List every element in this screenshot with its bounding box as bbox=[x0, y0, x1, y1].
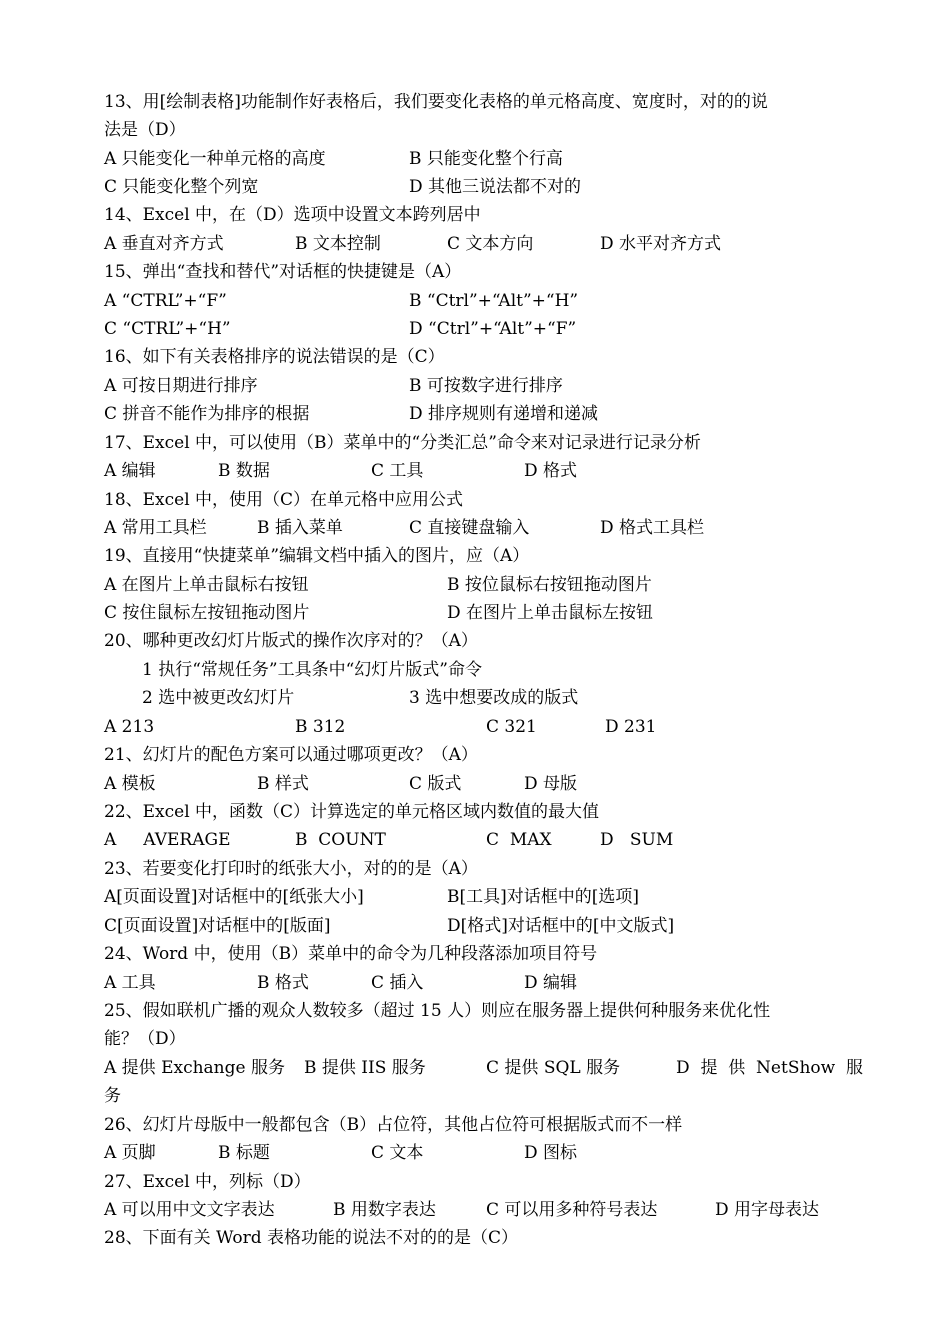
question-13-stem: 13、用[绘制表格]功能制作好表格后，我们要变化表格的单元格高度、宽度时，对的的说 bbox=[104, 92, 768, 112]
option-b: B 用数字表达 bbox=[333, 1200, 436, 1220]
option-d: D 编辑 bbox=[524, 973, 578, 993]
option-d: D 其他三说法都不对的 bbox=[409, 177, 582, 197]
question-25-stem-cont: 能？（D） bbox=[104, 1029, 186, 1049]
option-d: D “Ctrl”+“Alt”+“F” bbox=[409, 319, 577, 339]
option-a: A[页面设置]对话框中的[纸张大小] bbox=[104, 887, 364, 907]
question-25-stem: 25、假如联机广播的观众人数较多（超过 15 人）则应在服务器上提供何种服务来优化性 bbox=[104, 1001, 771, 1021]
option-b: B 格式 bbox=[257, 973, 309, 993]
question-25-option-d-cont: 务 bbox=[104, 1086, 121, 1106]
option-d: D 在图片上单击鼠标左按钮 bbox=[447, 603, 654, 623]
option-c: C 321 bbox=[486, 717, 537, 737]
option-a: A 工具 bbox=[104, 973, 156, 993]
option-c: C 版式 bbox=[409, 774, 462, 794]
question-26-stem: 26、幻灯片母版中一般都包含（B）占位符，其他占位符可根据版式而不一样 bbox=[104, 1115, 683, 1135]
option-c: C “CTRL”+“H” bbox=[104, 319, 231, 339]
option-a: A 页脚 bbox=[104, 1143, 156, 1163]
question-27-stem: 27、Excel 中，列标（D） bbox=[104, 1172, 311, 1192]
option-c: C 直接键盘输入 bbox=[409, 518, 530, 538]
option-b: B 提供 IIS 服务 bbox=[304, 1058, 426, 1078]
option-d: D 水平对齐方式 bbox=[600, 234, 722, 254]
option-a: A 可按日期进行排序 bbox=[104, 376, 258, 396]
option-d: D SUM bbox=[600, 830, 674, 850]
option-b: B 文本控制 bbox=[295, 234, 381, 254]
option-c: C 工具 bbox=[371, 461, 424, 481]
option-a: A 常用工具栏 bbox=[104, 518, 207, 538]
step-3: 3 选中想要改成的版式 bbox=[409, 688, 579, 708]
option-a: A 提供 Exchange 服务 bbox=[104, 1058, 285, 1078]
question-17-stem: 17、Excel 中，可以使用（B）菜单中的“分类汇总”命令来对记录进行记录分析 bbox=[104, 433, 701, 453]
option-b: B[工具]对话框中的[选项] bbox=[447, 887, 640, 907]
option-d: D 排序规则有递增和递减 bbox=[409, 404, 599, 424]
question-16-stem: 16、如下有关表格排序的说法错误的是（C） bbox=[104, 347, 445, 367]
option-a: A 可以用中文文字表达 bbox=[104, 1200, 275, 1220]
option-b: B 数据 bbox=[218, 461, 270, 481]
option-b: B 按位鼠标右按钮拖动图片 bbox=[447, 575, 652, 595]
option-d: D 用字母表达 bbox=[715, 1200, 820, 1220]
option-d: D 231 bbox=[605, 717, 657, 737]
option-a: A AVERAGE bbox=[104, 830, 231, 850]
option-d: D[格式]对话框中的[中文版式] bbox=[447, 916, 675, 936]
option-a: A “CTRL”+“F” bbox=[104, 291, 227, 311]
option-a: A 213 bbox=[104, 717, 155, 737]
option-c: C[页面设置]对话框中的[版面] bbox=[104, 916, 331, 936]
option-a: A 在图片上单击鼠标右按钮 bbox=[104, 575, 309, 595]
option-d: D 母版 bbox=[524, 774, 578, 794]
option-d: D 提 供 NetShow 服 bbox=[676, 1058, 864, 1078]
option-b: B 可按数字进行排序 bbox=[409, 376, 563, 396]
option-d: D 图标 bbox=[524, 1143, 578, 1163]
question-28-stem: 28、下面有关 Word 表格功能的说法不对的的是（C） bbox=[104, 1228, 519, 1248]
option-c: C 插入 bbox=[371, 973, 424, 993]
option-a: A 只能变化一种单元格的高度 bbox=[104, 149, 326, 169]
option-b: B 样式 bbox=[257, 774, 309, 794]
option-d: D 格式 bbox=[524, 461, 578, 481]
option-c: C 提供 SQL 服务 bbox=[486, 1058, 621, 1078]
option-d: D 格式工具栏 bbox=[600, 518, 705, 538]
option-b: B “Ctrl”+“Alt”+“H” bbox=[409, 291, 579, 311]
option-a: A 垂直对齐方式 bbox=[104, 234, 224, 254]
question-15-stem: 15、弹出“查找和替代”对话框的快捷键是（A） bbox=[104, 262, 462, 282]
option-a: A 模板 bbox=[104, 774, 156, 794]
option-c: C 可以用多种符号表达 bbox=[486, 1200, 658, 1220]
option-a: A 编辑 bbox=[104, 461, 156, 481]
question-14-stem: 14、Excel 中，在（D）选项中设置文本跨列居中 bbox=[104, 205, 481, 225]
question-23-stem: 23、若要变化打印时的纸张大小，对的的是（A） bbox=[104, 859, 478, 879]
option-c: C 按住鼠标左按钮拖动图片 bbox=[104, 603, 310, 623]
question-22-stem: 22、Excel 中，函数（C）计算选定的单元格区域内数值的最大值 bbox=[104, 802, 600, 822]
question-24-stem: 24、Word 中，使用（B）菜单中的命令为几种段落添加项目符号 bbox=[104, 944, 598, 964]
question-18-stem: 18、Excel 中，使用（C）在单元格中应用公式 bbox=[104, 490, 464, 510]
option-b: B 插入菜单 bbox=[257, 518, 343, 538]
option-c: C MAX bbox=[486, 830, 552, 850]
option-c: C 文本 bbox=[371, 1143, 424, 1163]
question-19-stem: 19、直接用“快捷菜单”编辑文档中插入的图片，应（A） bbox=[104, 546, 530, 566]
option-b: B COUNT bbox=[295, 830, 386, 850]
question-13-stem-cont: 法是（D） bbox=[104, 120, 186, 140]
option-c: C 只能变化整个列宽 bbox=[104, 177, 259, 197]
question-20-stem: 20、哪种更改幻灯片版式的操作次序对的？（A） bbox=[104, 631, 478, 651]
option-b: B 标题 bbox=[218, 1143, 270, 1163]
document-page: 13、用[绘制表格]功能制作好表格后，我们要变化表格的单元格高度、宽度时，对的的说 法是（D） A 只能变化一种单元格的高度 B 只能变化整个行高 C 只能变化整个列宽 D 其他三说法都不对的 14、Excel 中，在（D）选项中设置文本跨列居中 A 垂直对齐方式 B 文本控制 C 文本方向 D 水平对齐方式 15、弹出“查找和替代”对话框的快捷键是（A） A “CTRL”+“F” B “Ctrl”+“Alt”+“H” C “CTRL”+“H” D “Ctrl”+“Alt”+“F” 16、如下有关表格排序的说法错误的是（C） A 可按日期进行排序 B 可按数字进行排序 C 拼音不能作为排序的根据 D 排序规则有递增和递减 17、Excel 中，可以使用（B）菜单中的“分类汇总”命令来对记录进行记录分析 A 编辑 B 数据 C 工具 D 格式 18、Excel 中，使用（C）在单元格中应用公式 A 常用工具栏 B 插入菜单 C 直接键盘输入 D 格式工具栏 19、直接用“快捷菜单”编辑文档中插入的图片，应（A） A 在图片上单击鼠标右按钮 B 按位鼠标右按钮拖动图片 C 按住鼠标左按钮拖动图片 D 在图片上单击鼠标左按钮 20、哪种更改幻灯片版式的操作次序对的？（A） 1 执行“常规任务”工具条中“幻灯片版式”命令 2 选中被更改幻灯片 3 选中想要改成的版式 A 213 B 312 C 321 D 231 21、幻灯片的配色方案可以通过哪项更改？（A） A 模板 B 样式 C 版式 D 母版 22、Excel 中，函数（C）计算选定的单元格区域内数值的最大值 A AVERAGE B COUNT C MAX D SUM 23、若要变化打印时的纸张大小，对的的是（A） A[页面设置]对话框中的[纸张大小] B[工具]对话框中的[选项] C[页面设置]对话框中的[版面] D[格式]对话框中的[中文版式] 24、Word 中，使用（B）菜单中的命令为几种段落添加项目符号 A 工具 B 格式 C 插入 D 编辑 25、假如联机广播的观众人数较多（超过 15 人）则应在服务器上提供何种服务来优化性 能？（D） A 提供 Exchange 服务 B 提供 IIS 服务 C 提供 SQL 服务 D 提 供 NetShow 服 务 26、幻灯片母版中一般都包含（B）占位符，其他占位符可根据版式而不一样 A 页脚 B 标题 C 文本 D 图标 27、Excel 中，列标（D） A 可以用中文文字表达 B 用数字表达 C 可以用多种符号表达 D 用字母表达 28、下面有关 Word 表格功能的说法不对的的是（C） bbox=[0, 0, 950, 1342]
option-b: B 312 bbox=[295, 717, 346, 737]
option-b: B 只能变化整个行高 bbox=[409, 149, 563, 169]
step-2: 2 选中被更改幻灯片 bbox=[142, 688, 295, 708]
option-c: C 文本方向 bbox=[447, 234, 534, 254]
question-21-stem: 21、幻灯片的配色方案可以通过哪项更改？（A） bbox=[104, 745, 478, 765]
option-c: C 拼音不能作为排序的根据 bbox=[104, 404, 310, 424]
